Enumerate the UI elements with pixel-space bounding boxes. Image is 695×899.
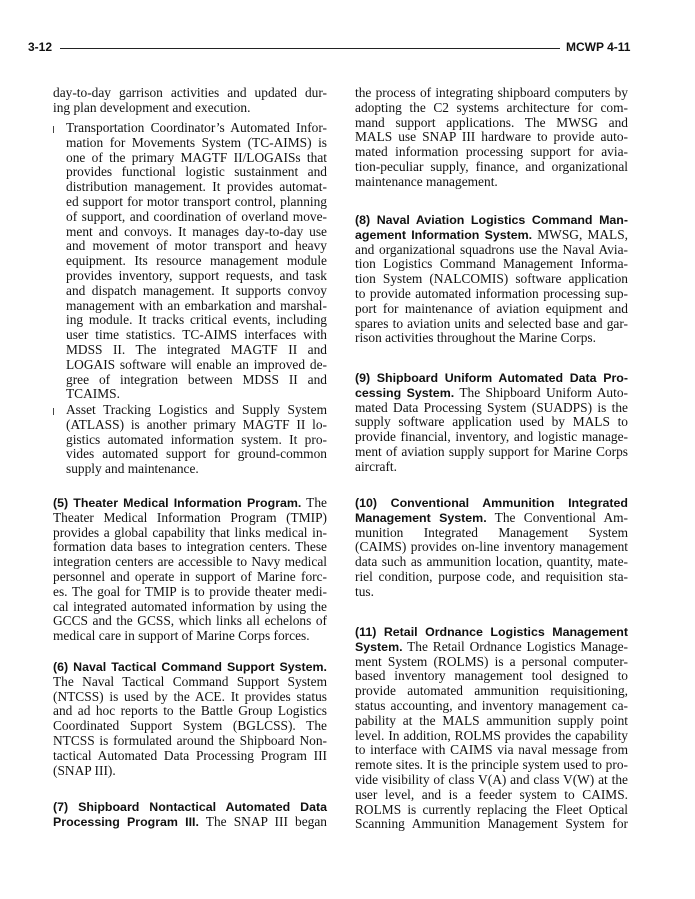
text-line: status accounting, and inventory management ca- (355, 697, 628, 713)
text-line: one of the primary MAGTF II/LOGAISs that (66, 149, 327, 165)
text-line: and organizational squadrons use the Naval Avia- (355, 241, 628, 257)
text-line: user level, and is a feeder system to CAIMS. (355, 786, 628, 802)
text-line: tion Logistics Command Management Informa- (355, 256, 628, 272)
text-line: provides inventory, support requests, and task (66, 267, 327, 283)
bullet-marker-icon (53, 126, 54, 133)
text-line (53, 660, 327, 675)
section-heading: (8) Naval Aviation Logistics Command Man- (355, 213, 628, 227)
text-line: integration centers are accessible to Navy medical (53, 554, 327, 570)
section-heading: (9) Shipboard Uniform Automated Data Pro- (355, 371, 628, 385)
section-heading: Management System. (355, 510, 487, 525)
text-line: ed support for motor transport control, planning (66, 193, 327, 209)
section-heading: Processing Program III. (53, 814, 199, 829)
text-line (355, 228, 628, 243)
text-line: tion System (NALCOMIS) software application (355, 271, 628, 287)
text-line: personnel and operate in support of Marine forc- (53, 568, 327, 584)
text-line (53, 800, 327, 815)
text-line: medical care in support of Marine Corps forces. (53, 628, 310, 644)
text-line: provides functional logistic sustainment and (66, 164, 327, 180)
text-line: ment and convoys. It manages day-to-day use (66, 223, 327, 239)
section-heading: (7) Shipboard Nontactical Automated Data (53, 800, 327, 814)
text-line: Scanning Ammunition Management System for (355, 816, 628, 832)
text-line (355, 386, 628, 401)
body-text: The Shipboard Uniform Auto- (454, 384, 628, 400)
text-line: tion-peculiar supply, finance, and organizational (355, 158, 628, 174)
text-line: NTCSS is formulated around the Shipboard Non- (53, 732, 327, 748)
text-line: riel condition, purpose code, and requisition sta- (355, 568, 628, 584)
text-line: and movement of motor transport and heavy (66, 238, 327, 254)
text-line: Theater Medical Information Program (TMIP) (53, 509, 327, 525)
section-heading: System. (355, 639, 403, 654)
text-line: mated Data Processing System (SUADPS) is the (355, 399, 628, 415)
text-line: rison activities throughout the Marine Corps. (355, 330, 596, 346)
text-line: (ATLASS) is another primary MAGTF II lo- (66, 416, 327, 432)
section-heading: cessing System. (355, 385, 455, 400)
text-line: management with an embarkation and marshal- (66, 297, 327, 313)
paragraph (53, 86, 327, 116)
text-line: to interface with CAIMS via naval message from (355, 742, 628, 758)
text-line: (CAIMS) provides on-line inventory management (355, 539, 628, 555)
bullet-item (66, 121, 327, 402)
text-line: MALS use SNAP III hardware to provide auto- (355, 129, 628, 145)
text-line: ment of aviation supply support for Marine Corps (355, 443, 628, 459)
text-line (355, 625, 628, 640)
paragraph (355, 496, 628, 600)
text-line: (NTCSS) is used by the ACE. It provides status (53, 688, 327, 704)
text-line: TCAIMS. (66, 386, 120, 402)
paragraph (355, 371, 628, 475)
text-line: adopting the C2 systems architecture for com- (355, 99, 628, 115)
text-line: tus. (355, 583, 374, 599)
text-line (53, 496, 327, 511)
paragraph (355, 625, 628, 832)
text-line: of support, and coordination of overland move- (66, 208, 327, 224)
section-heading: (6) Naval Tactical Command Support System. (53, 660, 327, 674)
paragraph (355, 86, 628, 190)
text-line: ment System (ROLMS) is a personal computer- (355, 653, 628, 669)
text-line: es. The goal for TMIP is to provide theater medi- (53, 583, 327, 599)
text-line (355, 371, 628, 386)
text-line: remote sites. It is the principle system used to pro- (355, 757, 628, 773)
text-line (355, 511, 628, 526)
text-line: tactical Automated Data Processing Program III (53, 747, 327, 763)
text-line: supply and maintenance. (66, 461, 199, 477)
text-line: LOGAIS software will enable an improved de- (66, 356, 327, 372)
text-line: provide financial, inventory, and logistic manage- (355, 429, 628, 445)
bullet-item (66, 403, 327, 477)
text-line: supply software application used by MALS to (355, 414, 628, 430)
text-line: munition Integrated Management System (355, 524, 628, 540)
text-line: ing module. It tracks critical events, including (66, 312, 327, 328)
body-text: The Retail Ordnance Logistics Manage- (402, 638, 628, 654)
page-number: 3-12 (28, 40, 53, 54)
bullet-marker-icon (53, 408, 54, 415)
text-line (355, 496, 628, 511)
text-line: maintenance management. (355, 173, 498, 189)
section-heading: (10) Conventional Ammunition Integrated (355, 496, 628, 510)
text-line: port for maintenance of aviation equipment and (355, 300, 628, 316)
text-line: and ad hoc reports to the Battle Group Logistics (53, 703, 327, 719)
text-line: mand support applications. The MWSG and (355, 114, 628, 130)
paragraph (53, 496, 327, 644)
text-line: Transportation Coordinator’s Automated Infor- (66, 120, 327, 135)
section-heading: agement Information System. (355, 227, 533, 242)
text-line: vide visibility of class V(A) and class V(W) at the (355, 771, 628, 787)
text-line: gistics automated information system. It pro- (66, 431, 327, 447)
text-line: and dispatch management. It supports convoy (66, 282, 327, 298)
text-line: (SNAP III). (53, 762, 116, 778)
text-line: spares to aviation units and selected base and gar- (355, 315, 628, 331)
text-line: the process of integrating shipboard computers by (355, 85, 628, 100)
text-line: Asset Tracking Logistics and Supply System (66, 402, 327, 417)
text-line: equipment. Its resource management module (66, 253, 327, 269)
text-line: mated information processing support for avia- (355, 144, 628, 160)
text-line: cal integrated automated information by using the (53, 598, 327, 614)
text-line: data such as ammunition location, quantity, mate- (355, 554, 628, 570)
publication-id: MCWP 4-11 (566, 40, 631, 54)
text-line: mation for Movements System (TC-AIMS) is (66, 134, 327, 150)
text-line: MDSS II. The integrated MAGTF II and (66, 341, 327, 357)
text-line: day-to-day garrison activities and updated dur- (53, 85, 327, 100)
paragraph (355, 213, 628, 346)
text-line: level. In addition, ROLMS provides the capability (355, 727, 628, 743)
body-text: The Conventional Am- (486, 509, 629, 525)
text-line: ing plan development and execution. (53, 99, 251, 115)
section-heading: (11) Retail Ordnance Logistics Management (355, 625, 628, 639)
text-line: GCCS and the GCSS, which links all echelons of (53, 613, 327, 629)
body-text: MWSG, MALS, (532, 226, 628, 242)
text-line (53, 815, 327, 830)
text-line: provide automated ammunition requisitioning, (355, 683, 628, 699)
text-line: The Naval Tactical Command Support System (53, 673, 327, 689)
section-heading: (5) Theater Medical Information Program. (53, 496, 302, 510)
header-rule (60, 48, 560, 49)
text-line: to provide automated information processing sup- (355, 285, 628, 301)
text-line (355, 640, 628, 655)
text-line: distribution management. It provides automat- (66, 179, 327, 195)
text-line: pability at the MALS ammunition supply point (355, 712, 628, 728)
body-text: The SNAP III began (198, 813, 327, 829)
text-line: formation data bases to integration centers. These (53, 539, 327, 555)
body-text: The (301, 495, 327, 510)
text-line: aircraft. (355, 458, 397, 474)
paragraph (53, 660, 327, 778)
text-line (355, 213, 628, 228)
text-line: vides automated support for ground-common (66, 446, 327, 462)
text-line: provides a global capability that links medical in- (53, 524, 327, 540)
paragraph (53, 800, 327, 830)
text-line: ROLMS is currently replacing the Fleet Optical (355, 801, 628, 817)
text-line: user time statistics. TC-AIMS interfaces with (66, 327, 327, 343)
text-line: Coordinated Support System (BGLCSS). The (53, 718, 327, 734)
text-line: based inventory management tool designed to (355, 668, 628, 684)
text-line: gree of integration between MDSS II and (66, 371, 327, 387)
